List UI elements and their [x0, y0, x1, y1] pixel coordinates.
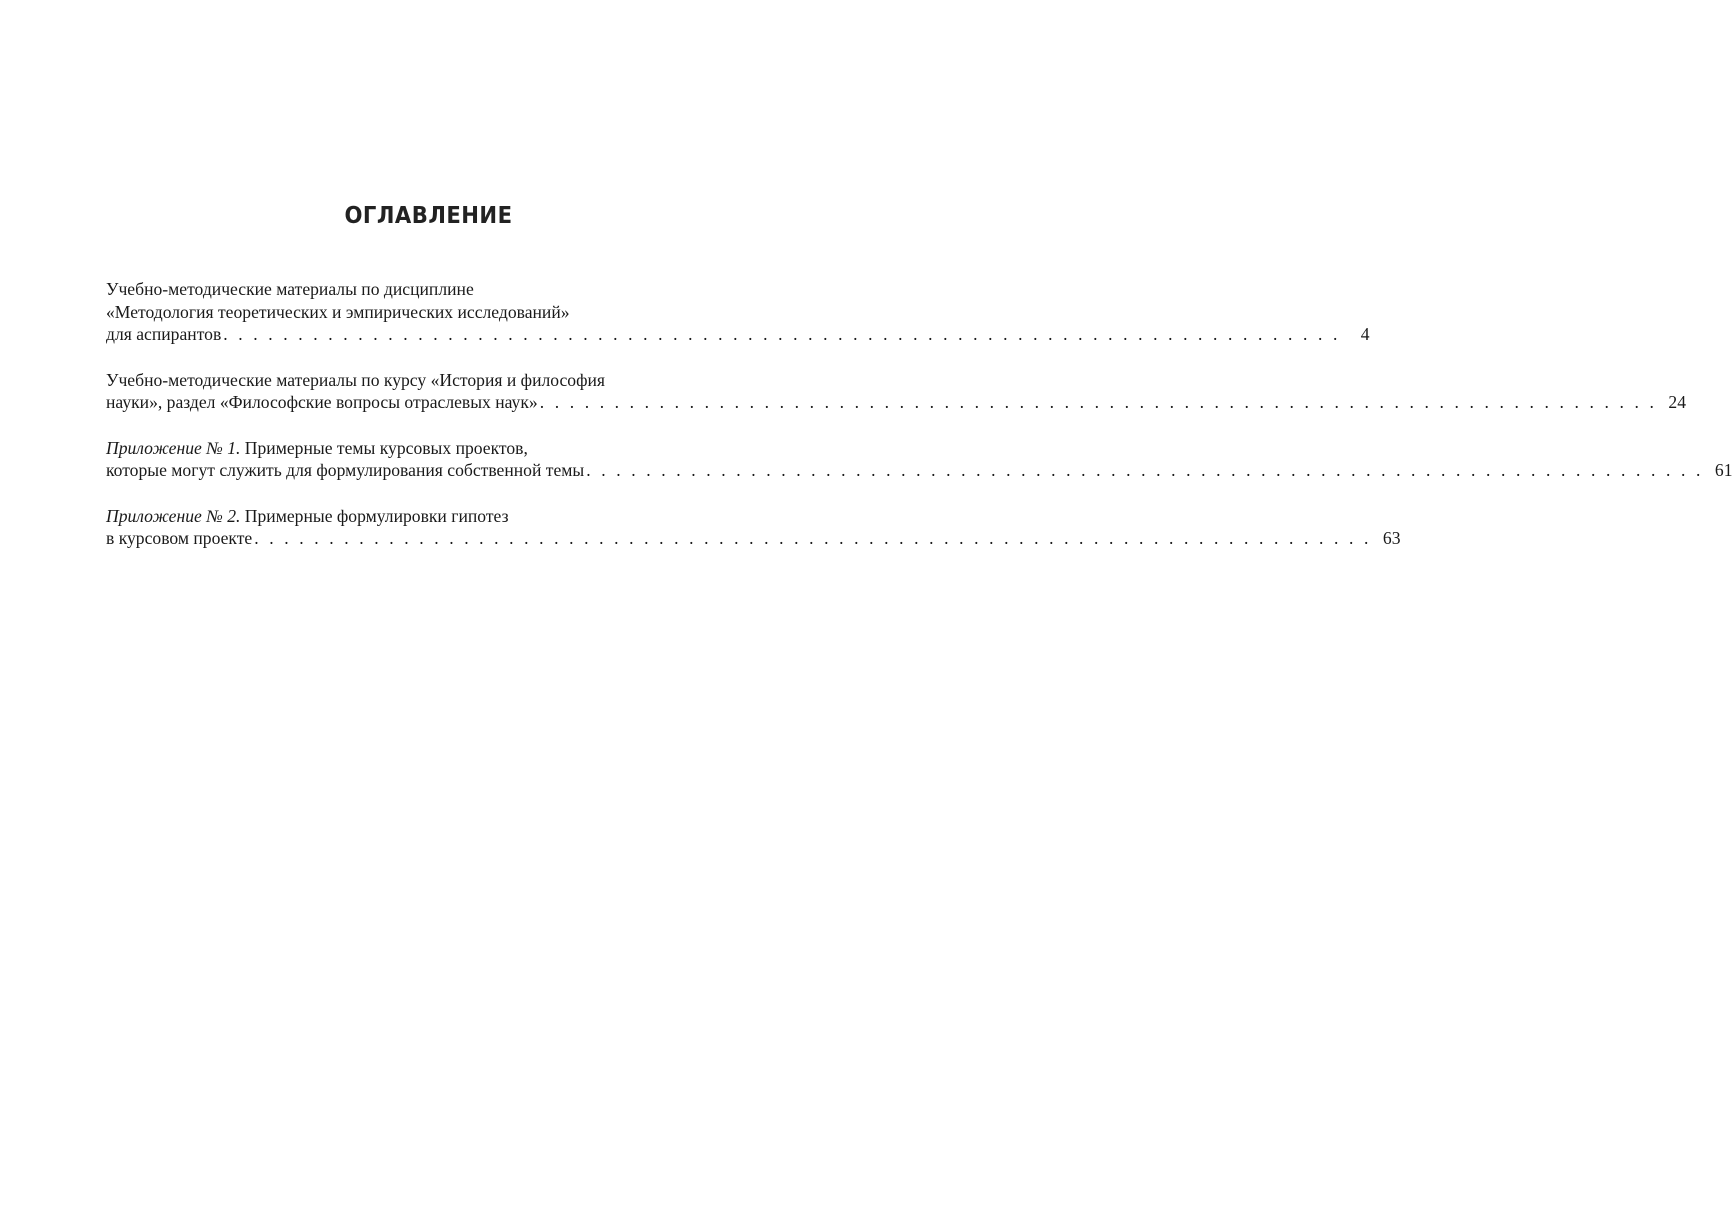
- toc-entry[interactable]: [106, 278, 1370, 346]
- appendix-label: Приложение № 1.: [106, 437, 241, 458]
- toc-entry-text: которые могут служить для формулирования собственной темы: [106, 460, 585, 480]
- toc-page-number: 24: [1668, 392, 1686, 412]
- toc-entry-first-line: [106, 437, 749, 460]
- dot-leader: . . . . . . . . . . . . . . . . . . . . . . . . . . . . . . . . . . . . . . . . . . . . . . . . . . . . . . . . . . . . . . . . . . . . . . . . . . .: [586, 460, 1704, 480]
- toc-entry-text: для аспирантов: [106, 324, 222, 344]
- toc-entry-last-line: [106, 323, 1370, 346]
- toc-page-number: 4: [1360, 324, 1370, 344]
- toc-entry-text: Примерные темы курсовых проектов,: [240, 437, 528, 458]
- dot-leader: . . . . . . . . . . . . . . . . . . . . . . . . . . . . . . . . . . . . . . . . . . . . . . . . . . . . . . . . . . . . . . . . . . . . . . . . . . .: [254, 528, 1372, 548]
- toc-page-number: 61: [1714, 460, 1733, 480]
- dot-leader: . . . . . . . . . . . . . . . . . . . . . . . . . . . . . . . . . . . . . . . . . . . . . . . . . . . . . . . . . . . . . . . . . . . . . . . . . . .: [223, 324, 1341, 344]
- toc-entry[interactable]: [106, 369, 1686, 414]
- page-title: ОГЛАВЛЕНИЕ: [344, 203, 513, 229]
- toc-entry-last-line: [106, 391, 1686, 414]
- toc-entry-text: «Методология теоретических и эмпирических исследований»: [106, 301, 570, 322]
- toc-entry-text: науки», раздел «Философские вопросы отраслевых наук»: [106, 392, 538, 412]
- toc-entry-last-line: [106, 459, 1733, 482]
- toc-entry-last-line: [106, 527, 1401, 550]
- appendix-label: Приложение № 2.: [106, 505, 241, 526]
- dot-leader: . . . . . . . . . . . . . . . . . . . . . . . . . . . . . . . . . . . . . . . . . . . . . . . . . . . . . . . . . . . . . . . . . . . . . . . . . . .: [539, 392, 1657, 412]
- toc-entry-text: Учебно-методические материалы по дисциплине: [106, 279, 474, 299]
- table-of-contents: [106, 278, 1733, 573]
- toc-entry-text: в курсовом проекте: [106, 528, 253, 548]
- toc-entry[interactable]: [106, 505, 1401, 550]
- toc-entry-first-line: [106, 505, 749, 528]
- toc-entry-text: Учебно-методические материалы по курсу «История и философия: [106, 369, 606, 390]
- toc-entry-text: Примерные формулировки гипотез: [240, 505, 509, 526]
- toc-entry[interactable]: [106, 437, 1733, 482]
- toc-page-number: 63: [1382, 528, 1401, 548]
